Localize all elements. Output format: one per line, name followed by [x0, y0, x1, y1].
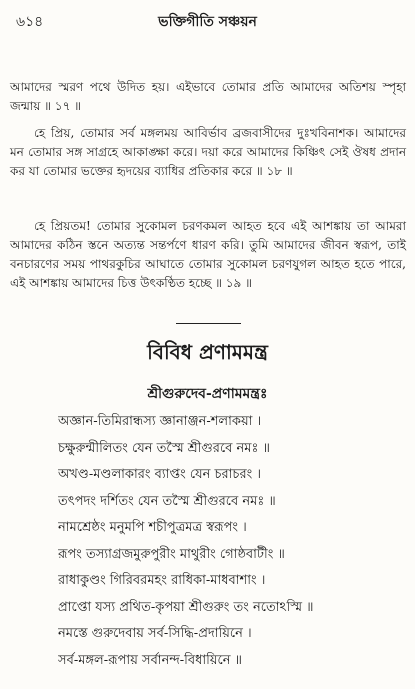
page-header — [8, 10, 407, 32]
mantra-line: রাধাকুণ্ডং গিরিবরমহং রাধিকা-মাধবাশাং । — [58, 573, 266, 588]
mantra-line: সর্ব-মঙ্গল-রূপায় সর্বানন্দ-বিধায়িনে ॥ — [58, 652, 243, 668]
section-title: বিবিধ প্রণামমন্ত্র — [147, 340, 268, 364]
paragraph-verse-17: আমাদের স্মরণ পথে উদিত হয়। এইভাবে তোমার প্রতি আমাদের অতিশয় স্পৃহা জন্মায় ॥ ১৭ ॥ — [10, 80, 406, 113]
paragraph-verse-19: হে প্রিয়তম! তোমার সুকোমল চরণকমল আহত হবে এই আশঙ্কায় তা আমরা আমাদের কঠিন স্তনে অত্যন্ত সন্তর্পণে ধারণ করি। তুমি আমাদের জীবন স্বরূপ, তাই বনচারণের সময় পাথরকুচির আঘাতে তোমার সুকোমল চরণযুগল আহত হতে পারে, এই আশঙ্কায় আমাদের চিত্ত উৎকণ্ঠিত হচ্ছে ॥ ১৯ ॥ — [10, 219, 406, 290]
mantra-line: নামশ্রেষ্ঠং মনুমপি শচীপুত্রমত্র স্বরূপং । — [58, 520, 247, 535]
mantra-line: প্রাপ্তো যস্য প্রথিত-কৃপয়া শ্রীগুরুং তং নতোঽস্মি ॥ — [58, 599, 314, 615]
section-subtitle: শ্রীগুরুদেব-প্রণামমন্ত্রঃ — [147, 386, 268, 402]
running-title: ভক্তিগীতি সঞ্চয়ন — [158, 14, 257, 30]
section-divider — [176, 323, 241, 324]
mantra-line: অজ্ঞান-তিমিরান্ধস্য জ্ঞানাঞ্জন-শলাকয়া । — [58, 414, 262, 429]
mantra-verse-list — [58, 409, 408, 674]
mantra-line: রূপং তস্যাগ্রজমুরুপুরীং মাথুরীং গোষ্ঠবাটীং ॥ — [58, 546, 285, 562]
page-number: ৬১৪ — [16, 14, 44, 30]
mantra-line: চক্ষুরুন্মীলিতং যেন তস্মৈ শ্রীগুরবে নমঃ ॥ — [58, 440, 270, 456]
mantra-line: নমস্তে গুরুদেবায় সর্ব-সিদ্ধি-প্রদায়িনে । — [58, 626, 252, 641]
mantra-line: তৎপদং দর্শিতং যেন তস্মৈ শ্রীগুরবে নমঃ ॥ — [58, 493, 276, 509]
mantra-line: অখণ্ড-মণ্ডলাকারং ব্যাপ্তং যেন চরাচরং । — [58, 467, 261, 482]
paragraph-verse-18: হে প্রিয়, তোমার সর্ব মঙ্গলময় আবির্ভাব ব্রজবাসীদের দুঃখবিনাশক। আমাদের মন তোমার সঙ্গ সাগ্রহে আকাঙ্ক্ষা করে। দয়া করে আমাদের কিঞ্চিৎ সেই ঔষধ প্রদান কর যা তোমার ভক্তের হৃদয়ের ব্যাধির প্রতিকার করে ॥ ১৮ ॥ — [10, 126, 406, 178]
